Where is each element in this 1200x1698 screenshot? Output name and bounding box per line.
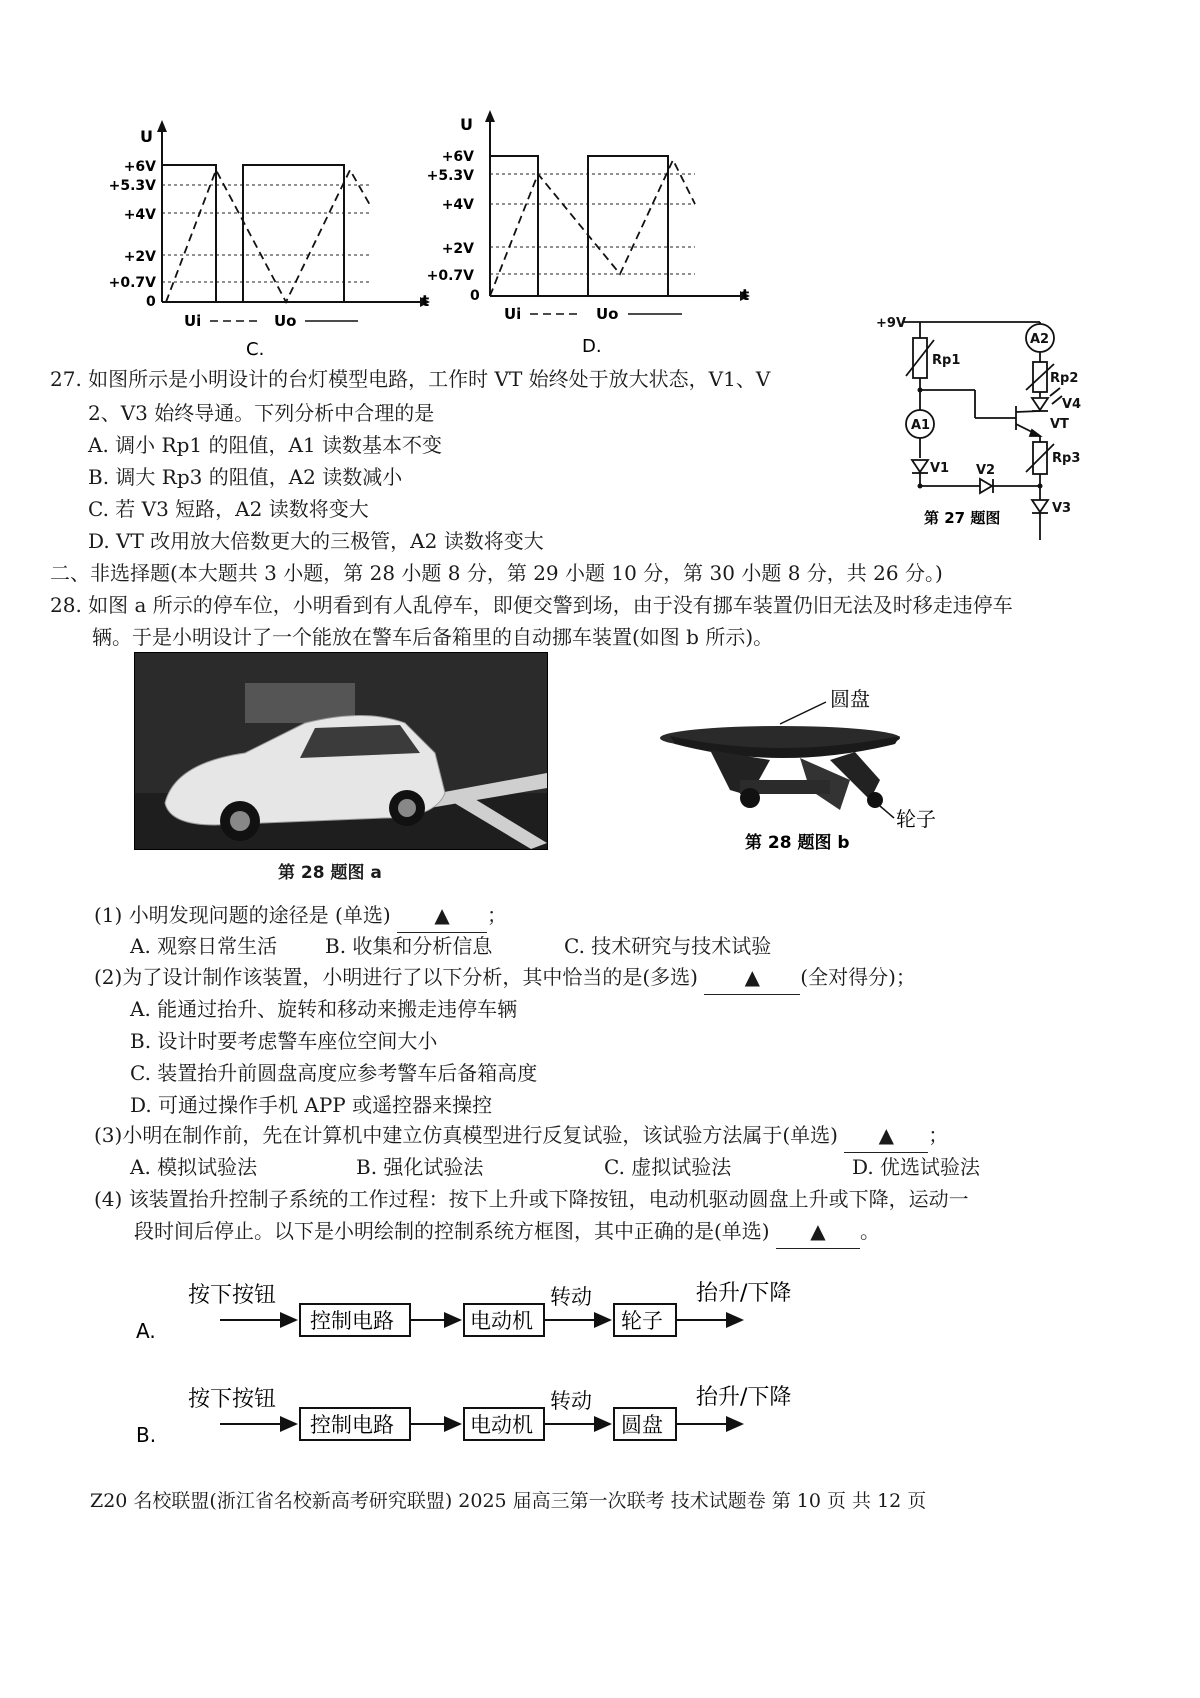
- figure-28a-photo: [134, 652, 548, 850]
- origin-label: 0: [146, 294, 156, 310]
- ui-square-wave: [162, 165, 360, 302]
- q28-sub1-option-a: A. 观察日常生活: [130, 934, 278, 958]
- diagram-a-mid: 转动: [550, 1285, 592, 1309]
- diagram-a-input: 按下按钮: [188, 1283, 277, 1308]
- q28-sub4-answer-blank[interactable]: ▲: [776, 1214, 860, 1249]
- page-footer: Z20 名校联盟(浙江省名校新高考研究联盟) 2025 届高三第一次联考 技术试题卷 第 10 页 共 12 页: [90, 1490, 927, 1512]
- figure-28a-caption: 第 28 题图 a: [278, 863, 382, 883]
- graph-option-d: [426, 108, 770, 358]
- diagram-b-output: 抬升/下降: [696, 1385, 792, 1410]
- label-rp2: Rp2: [1050, 371, 1079, 386]
- tick-5-3v: +5.3V: [108, 178, 156, 194]
- svg-text:轮子: 轮子: [621, 1309, 663, 1333]
- q27-option-b: B. 调大 Rp3 的阻值，A2 读数减小: [88, 465, 403, 489]
- q28-sub2-text: (2)为了设计制作该装置，小明进行了以下分析，其中恰当的是(多选): [94, 965, 698, 989]
- q27-option-c: C. 若 V3 短路，A2 读数将变大: [88, 497, 369, 521]
- q28-stem-line1: 28. 如图 a 所示的停车位，小明看到有人乱停车，即便交警到场，由于没有挪车装置仍旧无法及时移走违停车: [50, 593, 1013, 617]
- tick-2v: +2V: [441, 241, 474, 257]
- svg-text:电动机: 电动机: [470, 1309, 533, 1333]
- origin-label: 0: [470, 288, 480, 304]
- q28-sub3-option-a: A. 模拟试验法: [130, 1155, 258, 1179]
- q28-sub1-answer-blank[interactable]: ▲: [397, 898, 487, 933]
- svg-text:电动机: 电动机: [470, 1413, 533, 1437]
- q27-option-a: A. 调小 Rp1 的阻值，A1 读数基本不变: [88, 433, 442, 457]
- tick-4v: +4V: [123, 207, 156, 223]
- diagram-a-output: 抬升/下降: [696, 1281, 792, 1306]
- q28-sub2: (2)为了设计制作该装置，小明进行了以下分析，其中恰当的是(多选) ▲ (全对得分)；: [94, 960, 916, 995]
- option-c-label: C.: [246, 339, 265, 360]
- label-v4: V4: [1062, 397, 1082, 412]
- tick-6v: +6V: [123, 159, 156, 175]
- diagram-b-input: 按下按钮: [188, 1387, 277, 1412]
- svg-text:控制电路: 控制电路: [310, 1413, 394, 1437]
- q28-sub4-line1: (4) 该装置抬升控制子系统的工作过程：按下上升或下降按钮，电动机驱动圆盘上升或下降，运动一: [94, 1187, 969, 1211]
- label-rp3: Rp3: [1052, 451, 1081, 466]
- block-diagram-b: [130, 1376, 830, 1466]
- q27-stem-line1: 27. 如图所示是小明设计的台灯模型电路，工作时 VT 始终处于放大状态，V1、V: [50, 367, 771, 391]
- diagram-b-mid: 转动: [550, 1389, 592, 1413]
- tick-0-7v: +0.7V: [108, 275, 156, 291]
- q27-stem-line2: 2、V3 始终导通。下列分析中合理的是: [88, 401, 435, 425]
- figure-28b-caption: 第 28 题图 b: [745, 833, 850, 853]
- svg-text:圆盘: 圆盘: [621, 1413, 663, 1437]
- label-v3: V3: [1052, 501, 1072, 516]
- ui-square-wave: [490, 156, 685, 296]
- q28-sub2-answer-blank[interactable]: ▲: [704, 960, 800, 995]
- circuit-caption: 第 27 题图: [924, 509, 1001, 527]
- label-rp1: Rp1: [932, 353, 961, 368]
- x-axis-label: t: [742, 286, 750, 304]
- tick-0-7v: +0.7V: [426, 268, 474, 284]
- label-supply: +9V: [876, 316, 906, 331]
- q28-sub3-option-d: D. 优选试验法: [852, 1155, 981, 1179]
- svg-text:控制电路: 控制电路: [310, 1309, 394, 1333]
- diagram-a-label: A.: [136, 1319, 156, 1343]
- q28-sub4-line2: 段时间后停止。以下是小明绘制的控制系统方框图，其中正确的是(单选): [134, 1219, 770, 1243]
- legend-ui: Ui: [504, 305, 522, 323]
- q28-sub3-text: (3)小明在制作前，先在计算机中建立仿真模型进行反复试验，该试验方法属于(单选): [94, 1123, 838, 1147]
- q28-sub1-option-c: C. 技术研究与技术试验: [564, 934, 772, 958]
- circuit-q27: [876, 310, 1100, 570]
- uo-triangle-wave: [490, 160, 695, 296]
- q28-stem-line2: 辆。于是小明设计了一个能放在警车后备箱里的自动挪车装置(如图 b 所示)。: [92, 625, 774, 649]
- label-vt: VT: [1050, 417, 1069, 432]
- label-v2: V2: [976, 463, 996, 478]
- tick-6v: +6V: [441, 149, 474, 165]
- y-axis-label: U: [140, 127, 153, 146]
- q28-sub2-option-b: B. 设计时要考虑警车座位空间大小: [130, 1029, 438, 1053]
- x-axis-label: t: [422, 292, 430, 310]
- q28-sub1-option-b: B. 收集和分析信息: [325, 934, 493, 958]
- legend-ui: Ui: [184, 312, 202, 330]
- block-diagram-a: [130, 1272, 830, 1362]
- label-v1: V1: [930, 461, 950, 476]
- q28-sub2-option-d: D. 可通过操作手机 APP 或遥控器来操控: [130, 1093, 493, 1117]
- q28-sub1-text: (1) 小明发现问题的途径是 (单选): [94, 903, 391, 927]
- q28-sub4: 段时间后停止。以下是小明绘制的控制系统方框图，其中正确的是(单选) ▲ 。: [134, 1214, 880, 1249]
- label-wheel: 轮子: [896, 807, 936, 831]
- option-d-label: D.: [582, 336, 602, 357]
- q28-sub2-option-a: A. 能通过抬升、旋转和移动来搬走违停车辆: [130, 997, 518, 1021]
- tick-4v: +4V: [441, 197, 474, 213]
- legend-uo: Uo: [274, 312, 297, 330]
- q28-sub2-option-c: C. 装置抬升前圆盘高度应参考警车后备箱高度: [130, 1061, 538, 1085]
- graph-option-c: [100, 120, 440, 360]
- q28-sub3-answer-blank[interactable]: ▲: [844, 1118, 928, 1153]
- label-a1: A1: [911, 418, 931, 433]
- label-a2: A2: [1030, 332, 1050, 347]
- figure-28b-device: [650, 680, 950, 860]
- section-2-heading: 二、非选择题(本大题共 3 小题，第 28 小题 8 分，第 29 小题 10 分，第 30 小题 8 分，共 26 分。): [50, 561, 943, 585]
- y-axis-label: U: [460, 115, 473, 134]
- uo-triangle-wave: [166, 170, 370, 302]
- diagram-b-label: B.: [136, 1423, 157, 1447]
- legend-uo: Uo: [596, 305, 619, 323]
- q28-sub1: (1) 小明发现问题的途径是 (单选) ▲ ；: [94, 898, 507, 933]
- tick-2v: +2V: [123, 249, 156, 265]
- q28-sub3: (3)小明在制作前，先在计算机中建立仿真模型进行反复试验，该试验方法属于(单选) ▲ ；: [94, 1118, 948, 1153]
- tick-5-3v: +5.3V: [426, 168, 474, 184]
- q28-sub3-option-b: B. 强化试验法: [356, 1155, 484, 1179]
- q27-option-d: D. VT 改用放大倍数更大的三极管，A2 读数将变大: [88, 529, 544, 553]
- label-disc: 圆盘: [830, 687, 870, 711]
- q28-sub3-option-c: C. 虚拟试验法: [604, 1155, 732, 1179]
